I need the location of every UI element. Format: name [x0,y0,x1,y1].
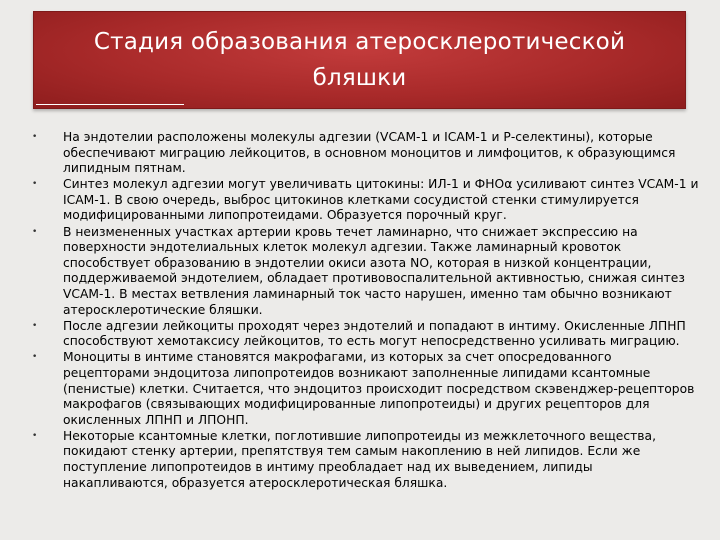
bullet-item-5 [0,350,720,428]
bullet-icon: • [32,226,38,237]
bullet-item-1 [0,130,720,177]
slide-title-line-2: бляшки [312,65,407,91]
bullet-text-4: После адгезии лейкоциты проходят через эндотелий и попадают в интиму. Окисленные ЛПНП способствуют хемотаксису лейкоцитов, то есть могут непосредственно усиливать миграцию. [63,318,686,349]
bullet-text-5: Моноциты в интиме становятся макрофагами, из которых за счет опосредованного рецепторами эндоцитоза липопротеидов возникают заполненные липидами ксантомные (пенистые) клетки. Считается, что эндоцитоз происходит посредством скэвенджер-рецепторов макрофагов (связывающих модифицированные липопротеиды) и других рецепторов для окисленных ЛПНП и ЛПОНП. [63,350,695,427]
bullet-icon: • [32,352,38,363]
bullet-item-6 [0,429,720,491]
slide-title [94,24,625,96]
slide-title-line-1: Стадия образования атеросклеротической [93,29,626,55]
bullet-text-3: В неизмененных участках артерии кровь течет ламинарно, что снижает экспрессию на поверхности эндотелиальных клеток молекул адгезии. Также ламинарный кровоток способствует образованию в эндотелии окиси азота NO, которая в низкой концентрации, поддерживаемой эндотелием, обладает противовоспалительной активностью, снижая синтез VCAM-1. В местах ветвления ламинарный ток часто нарушен, именно там обычно возникают атеросклеротические бляшки. [63,224,685,317]
slide-title-bar [33,11,686,109]
bullet-list [0,130,720,491]
bullet-item-3 [0,225,720,319]
bullet-text-2: Синтез молекул адгезии могут увеличивать цитокины: ИЛ-1 и ФНОα усиливают синтез VCAM-1 и ICAM-1. В свою очередь, выброс цитокинов клетками сосудистой стенки стимулируется модифицированными липопротеидами. Образуется порочный круг. [63,177,699,223]
bullet-icon: • [32,430,38,441]
bullet-item-2 [0,177,720,224]
bullet-item-4 [0,319,720,350]
title-underline-divider [36,104,184,105]
bullet-icon: • [32,132,38,142]
bullet-text-1: На эндотелии расположены молекулы адгезии (VCAM-1 и ICAM-1 и Р-селектины), которые обеспечивают миграцию лейкоцитов, в основном моноцитов и лимфоцитов, к образующимся липидным пятнам. [63,130,676,176]
bullet-icon: • [32,179,38,190]
bullet-text-6: Некоторые ксантомные клетки, поглотившие липопротеиды из межклеточного вещества, покидают стенку артерии, препятствуя тем самым накоплению в ней липидов. Если же поступление липопротеидов в интиму преобладает над их выведением, липиды накапливаются, образуется атеросклеротическая бляшка. [63,428,656,490]
bullet-icon: • [32,320,38,331]
